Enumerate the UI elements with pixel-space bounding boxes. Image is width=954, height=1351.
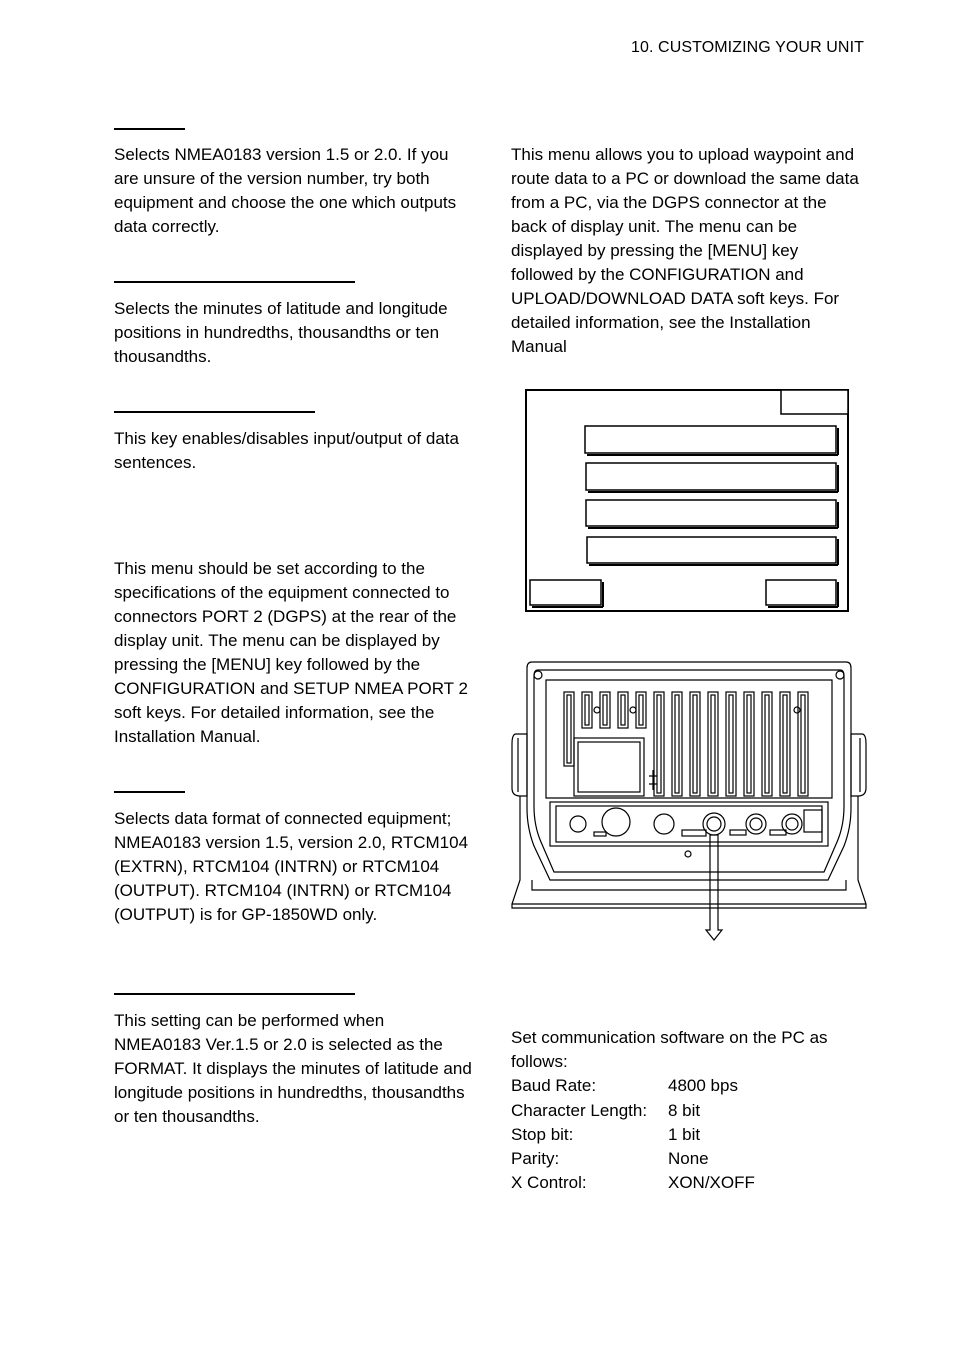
screw-icon <box>836 671 844 679</box>
running-header: 10. CUSTOMIZING YOUR UNIT <box>630 39 864 56</box>
menu-title-box <box>781 390 848 414</box>
bracket-left <box>512 734 527 796</box>
paragraph-position-resolution: Selects the minutes of latitude and longitude positions in hundredths, thousandths or ten thousandths. <box>114 299 448 366</box>
paragraph-data-sentences: This key enables/disables input/output of data sentences. <box>114 429 459 472</box>
paragraph-port2-menu: This menu should be set according to the specifications of the equipment connected to connectors PORT 2 (DGPS) at the rear of the display unit. The menu can be displayed by pressing the [MENU] key followed by the CONFIGURATION and SETUP NMEA PORT 2 soft keys. For detailed information, see the Installation Manual. <box>114 559 468 746</box>
heading-rule-format <box>114 128 185 130</box>
menu-item-box-3 <box>586 500 838 528</box>
setting-key: X Control: <box>511 1173 587 1192</box>
setting-key: Character Length: <box>511 1101 648 1120</box>
dgps-connector-icon <box>703 813 725 835</box>
setting-row-x-control <box>511 1171 863 1195</box>
setting-row-character-length <box>511 1099 863 1123</box>
setting-value: 8 bit <box>668 1101 701 1120</box>
screw-icon <box>534 671 542 679</box>
rear-panel-figure <box>508 658 868 948</box>
heading-rule-format-2 <box>114 791 185 793</box>
paragraph-pc-settings-intro: Set communication software on the PC as follows: <box>511 1028 828 1071</box>
setting-value: None <box>668 1149 709 1168</box>
heading-rule-data-sentences <box>114 411 315 413</box>
paragraph-latlon-resolution: This setting can be performed when NMEA0183 Ver.1.5 or 2.0 is selected as the FORMAT. It displays the minutes of latitude and longitude positions in hundredths, thousandths or ten thousandths. <box>114 1011 472 1126</box>
arrow-down-icon <box>706 835 722 940</box>
setting-key: Parity: <box>511 1149 560 1168</box>
bracket-right <box>851 734 866 796</box>
setting-row-baud-rate <box>511 1074 863 1098</box>
label-plate <box>574 738 644 796</box>
connector-icon <box>746 814 766 834</box>
setting-row-stop-bit <box>511 1123 863 1147</box>
connector-icon <box>570 816 586 832</box>
heading-rule-latlon-resolution <box>114 993 355 995</box>
upload-download-menu-figure <box>524 389 854 615</box>
paragraph-nmea-version: Selects NMEA0183 version 1.5 or 2.0. If you are unsure of the version number, try both equipment and choose the one which outputs data correctly. <box>114 145 457 236</box>
setting-key: Baud Rate: <box>511 1076 597 1095</box>
paragraph-upload-download: This menu allows you to upload waypoint and route data to a PC or download the same data from a PC, via the DGPS connector at the back of display unit. The menu can be displayed by pressing the [MENU] key followed by the CONFIGURATION and UPLOAD/DOWNLOAD DATA soft keys. For detailed information, see the Installation Manual <box>511 145 859 356</box>
connector-icon <box>654 814 674 834</box>
connector-icon <box>782 814 802 834</box>
setting-row-parity <box>511 1147 863 1171</box>
menu-item-box-4 <box>587 537 838 565</box>
menu-softkey-left <box>530 580 603 607</box>
setting-value: 1 bit <box>668 1125 701 1144</box>
menu-item-box-1 <box>585 426 838 455</box>
paragraph-data-format: Selects data format of connected equipment; NMEA0183 version 1.5, version 2.0, RTCM104 (EXTRN), RTCM104 (INTRN) or RTCM104 (OUTPUT). RTCM104 (INTRN) or RTCM104 (OUTPUT) is for GP-1850WD only. <box>114 809 469 924</box>
menu-item-box-2 <box>586 463 838 492</box>
setting-key: Stop bit: <box>511 1125 574 1144</box>
heading-rule-position-resolution <box>114 281 355 283</box>
setting-value: XON/XOFF <box>668 1173 755 1192</box>
fuse-icon <box>649 770 657 790</box>
menu-softkey-right <box>766 580 838 607</box>
vent-slots <box>564 692 808 796</box>
setting-value: 4800 bps <box>668 1076 738 1095</box>
